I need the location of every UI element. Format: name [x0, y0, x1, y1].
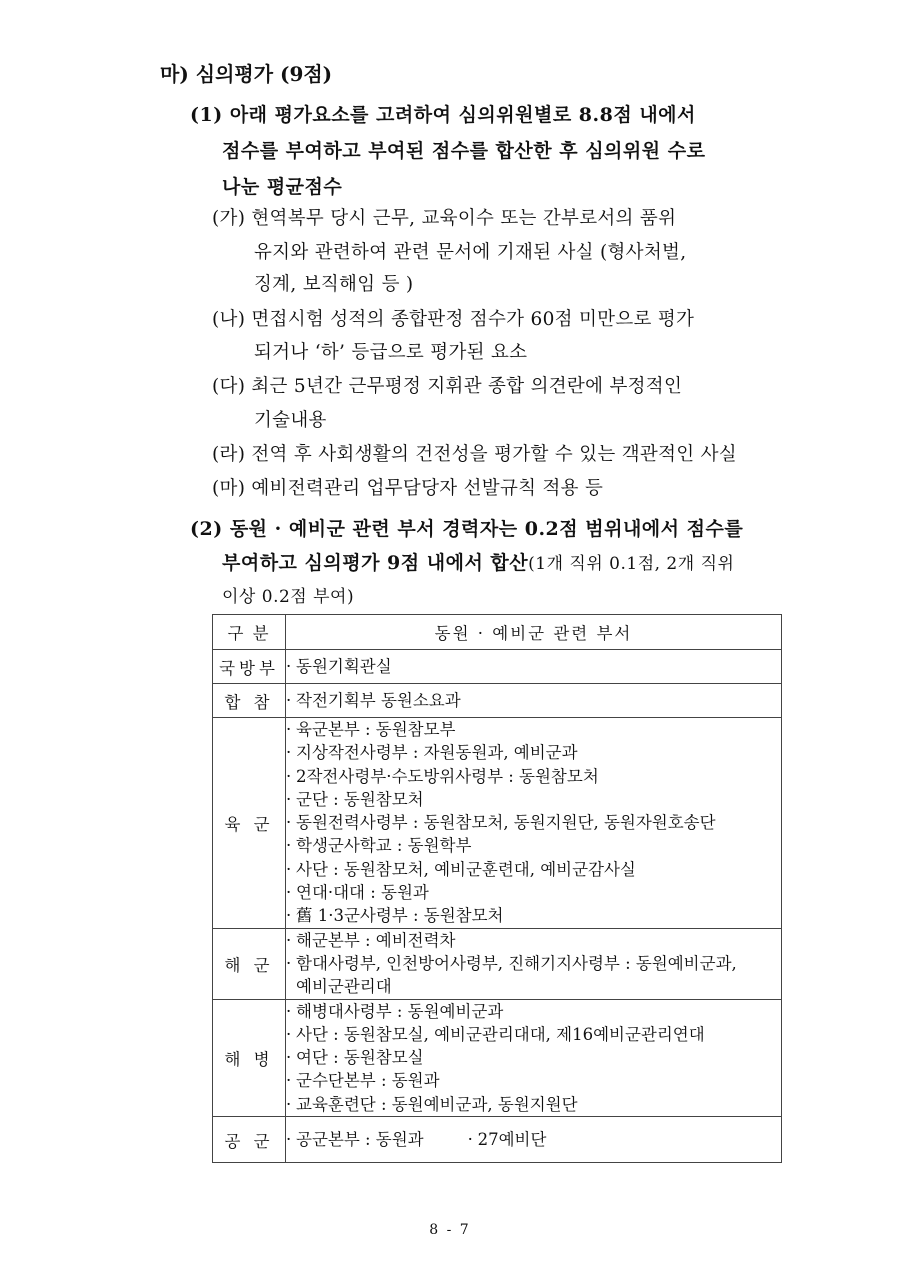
item1-line3: 나눈 평균점수 — [222, 176, 343, 198]
subitem-ga-line3: 징계, 보직해임 등 ) — [254, 274, 414, 295]
table-row — [213, 1117, 782, 1163]
table-row — [213, 999, 782, 1116]
row-category: 해 병 — [213, 999, 286, 1116]
list-item: · 舊 1·3군사령부 : 동원참모처 — [286, 906, 504, 926]
section-heading: 마) 심의평가 (9점) — [160, 62, 333, 86]
subitem-da-line1: (다) 최근 5년간 근무평정 지휘관 종합 의견란에 부정적인 — [212, 376, 683, 397]
list-item: · 교육훈련단 : 동원예비군과, 동원지원단 — [286, 1094, 578, 1114]
row-category: 육 군 — [213, 718, 286, 929]
list-item: · 2작전사령부·수도방위사령부 : 동원참모처 — [286, 766, 599, 786]
list-item: · 학생군사학교 : 동원학부 — [286, 836, 472, 856]
list-item: · 여단 : 동원참모실 — [286, 1048, 424, 1068]
list-item: · 해병대사령부 : 동원예비군과 — [286, 1001, 504, 1021]
item2-line2-bold: 부여하고 심의평가 9점 내에서 합산 — [222, 552, 529, 574]
item1-line1: (1) 아래 평가요소를 고려하여 심의위원별로 8.8점 내에서 — [190, 104, 696, 126]
list-item: · 군수단본부 : 동원과 — [286, 1071, 440, 1091]
item1-line2: 점수를 부여하고 부여된 점수를 합산한 후 심의위원 수로 — [222, 140, 706, 162]
item2-line1: (2) 동원 · 예비군 관련 부서 경력자는 0.2점 범위내에서 점수를 — [190, 518, 744, 540]
subitem-ra-line1: (라) 전역 후 사회생활의 건전성을 평가할 수 있는 객관적인 사실 — [212, 444, 737, 465]
list-item: · 사단 : 동원참모처, 예비군훈련대, 예비군감사실 — [286, 859, 636, 879]
subitem-ma-line1: (마) 예비전력관리 업무담당자 선발규칙 적용 등 — [212, 478, 604, 499]
table-row — [213, 718, 782, 929]
subitem-na-line2: 되거나 ‘하’ 등급으로 평가된 요소 — [254, 342, 528, 363]
list-item: · 군단 : 동원참모처 — [286, 789, 424, 809]
item2-line2 — [222, 548, 734, 575]
table-row — [213, 928, 782, 999]
list-item: · 지상작전사령부 : 자원동원과, 예비군과 — [286, 743, 578, 763]
item2-line3: 이상 0.2점 부여) — [222, 587, 355, 607]
department-table — [212, 614, 782, 1163]
list-item: · 공군본부 : 동원과 · 27예비단 — [286, 1129, 547, 1149]
item2-line2-normal: (1개 직위 0.1점, 2개 직위 — [528, 554, 735, 574]
list-item-continuation: 예비군관리대 — [296, 977, 392, 997]
page-number: 8 - 7 — [429, 1222, 471, 1238]
subitem-ga-line2: 유지와 관련하여 관련 문서에 기재된 사실 (형사처벌, — [254, 242, 687, 263]
list-item: · 사단 : 동원참모실, 예비군관리대대, 제16예비군관리연대 — [286, 1024, 705, 1044]
list-item: · 동원전력사령부 : 동원참모처, 동원지원단, 동원자원호송단 — [286, 813, 716, 833]
row-category: 해 군 — [213, 928, 286, 999]
row-category: 합 참 — [213, 684, 286, 718]
subitem-da-line2: 기술내용 — [254, 410, 327, 431]
list-item: · 작전기획부 동원소요과 — [286, 690, 461, 710]
subitem-na-line1: (나) 면접시험 성적의 종합판정 점수가 60점 미만으로 평가 — [212, 309, 695, 330]
list-item: · 연대·대대 : 동원과 — [286, 883, 429, 903]
table-row — [213, 650, 782, 684]
list-item: · 해군본부 : 예비전력차 — [286, 930, 456, 950]
list-item: · 육군본부 : 동원참모부 — [286, 720, 456, 739]
table-header-row — [213, 615, 782, 650]
header-departments: 동원 · 예비군 관련 부서 — [286, 615, 782, 650]
list-item: · 함대사령부, 인천방어사령부, 진해기지사령부 : 동원예비군과, — [286, 953, 737, 973]
row-category: 공 군 — [213, 1117, 286, 1163]
header-category: 구 분 — [213, 615, 286, 650]
row-category: 국방부 — [213, 650, 286, 684]
list-item: · 동원기획관실 — [286, 656, 392, 676]
table-row — [213, 684, 782, 718]
subitem-ga-line1: (가) 현역복무 당시 근무, 교육이수 또는 간부로서의 품위 — [212, 208, 677, 229]
